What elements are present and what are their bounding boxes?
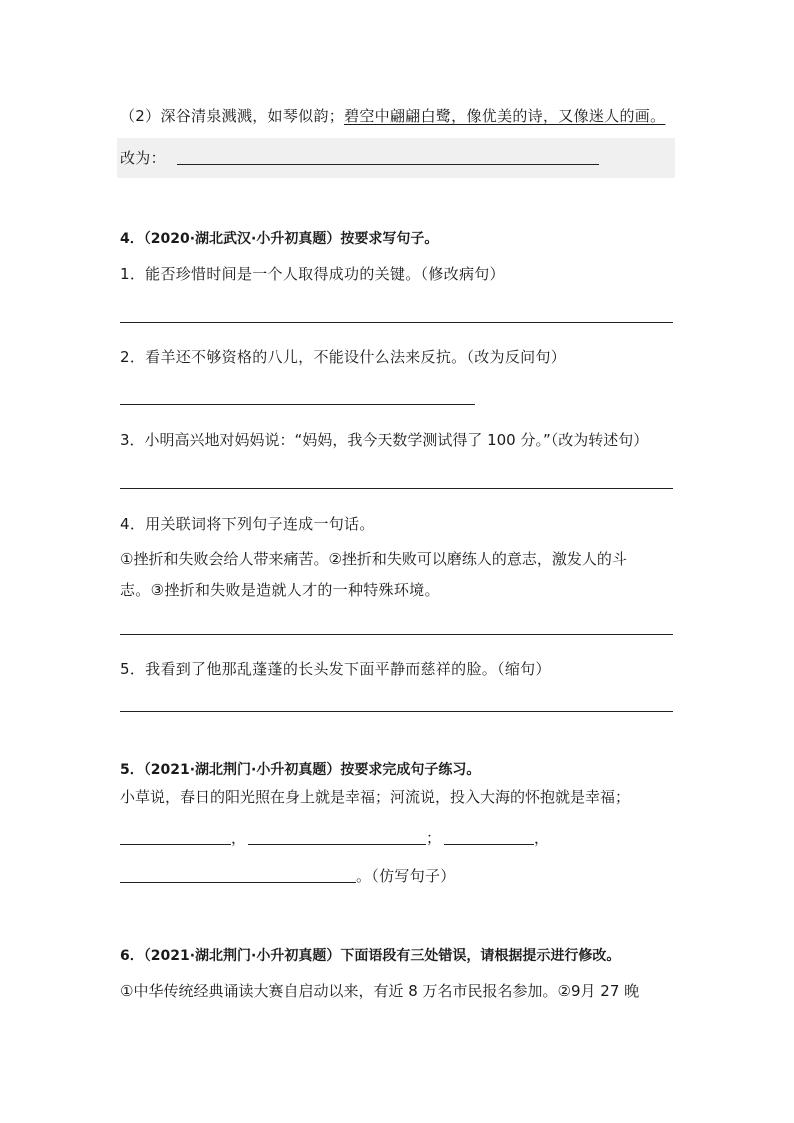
q4-sentence-5: 5．我看到了他那乱蓬蓬的长头发下面平静而慈祥的脸。（缩句）	[120, 660, 551, 678]
answer-highlight-box	[117, 138, 675, 178]
q5-blank-1[interactable]	[120, 844, 231, 845]
q3-item2-text: （2）深谷清泉溅溅，如琴似韵	[120, 107, 329, 125]
q4-sentence-1: 1．能否珍惜时间是一个人取得成功的关键。（修改病句）	[120, 265, 505, 283]
q5-comma-2: ，	[534, 829, 550, 847]
q4-sentence-2: 2．看羊还不够资格的八儿，不能设什么法来反抗。（改为反问句）	[120, 348, 567, 366]
q4-answer-line-4[interactable]	[120, 634, 673, 635]
q4-sentence-4-line2: 志。③挫折和失败是造就人才的一种特殊环境。	[120, 581, 440, 599]
q5-heading: 5．（2021·湖北荆门·小升初真题）按要求完成句子练习。	[120, 762, 481, 778]
q4-heading: 4．（2020·湖北武汉·小升初真题）按要求写句子。	[120, 231, 439, 247]
q4-answer-line-5[interactable]	[120, 711, 673, 712]
q3-item2-punct: ；	[328, 107, 345, 125]
q4-sentence-4-line1: ①挫折和失败会给人带来痛苦。②挫折和失败可以磨练人的意志，激发人的斗	[120, 550, 627, 568]
q4-sentence-4: 4．用关联词将下列句子连成一句话。	[120, 515, 375, 533]
q5-text: 小草说，春日的阳光照在身上就是幸福；河流说，投入大海的怀抱就是幸福；	[120, 788, 631, 806]
q5-semicolon: ；	[426, 829, 442, 847]
q4-answer-line-3[interactable]	[120, 488, 673, 489]
q5-comma-1: ，	[231, 829, 247, 847]
q3-item2	[120, 106, 665, 126]
q3-change-label: 改为：	[120, 149, 166, 167]
q5-blank-4[interactable]	[120, 882, 356, 883]
q5-blank-2[interactable]	[248, 844, 426, 845]
q4-sentence-3: 3．小明高兴地对妈妈说：“妈妈，我今天数学测试得了 100 分。”（改为转述句）	[120, 431, 649, 449]
q3-item2-underlined: 碧空中翩翩白鹭，像优美的诗，又像迷人的画。	[344, 107, 666, 125]
q3-answer-line[interactable]	[177, 164, 599, 165]
q6-heading: 6．（2021·湖北荆门·小升初真题）下面语段有三处错误，请根据提示进行修改。	[120, 948, 621, 964]
q4-answer-line-2[interactable]	[120, 404, 475, 405]
q6-text: ①中华传统经典诵读大赛自启动以来，有近 8 万名市民报名参加。②9月 27 晚	[120, 982, 640, 1000]
q5-blank-3[interactable]	[444, 844, 534, 845]
q4-answer-line-1[interactable]	[120, 322, 673, 323]
q5-end: 。（仿写句子）	[356, 867, 456, 885]
